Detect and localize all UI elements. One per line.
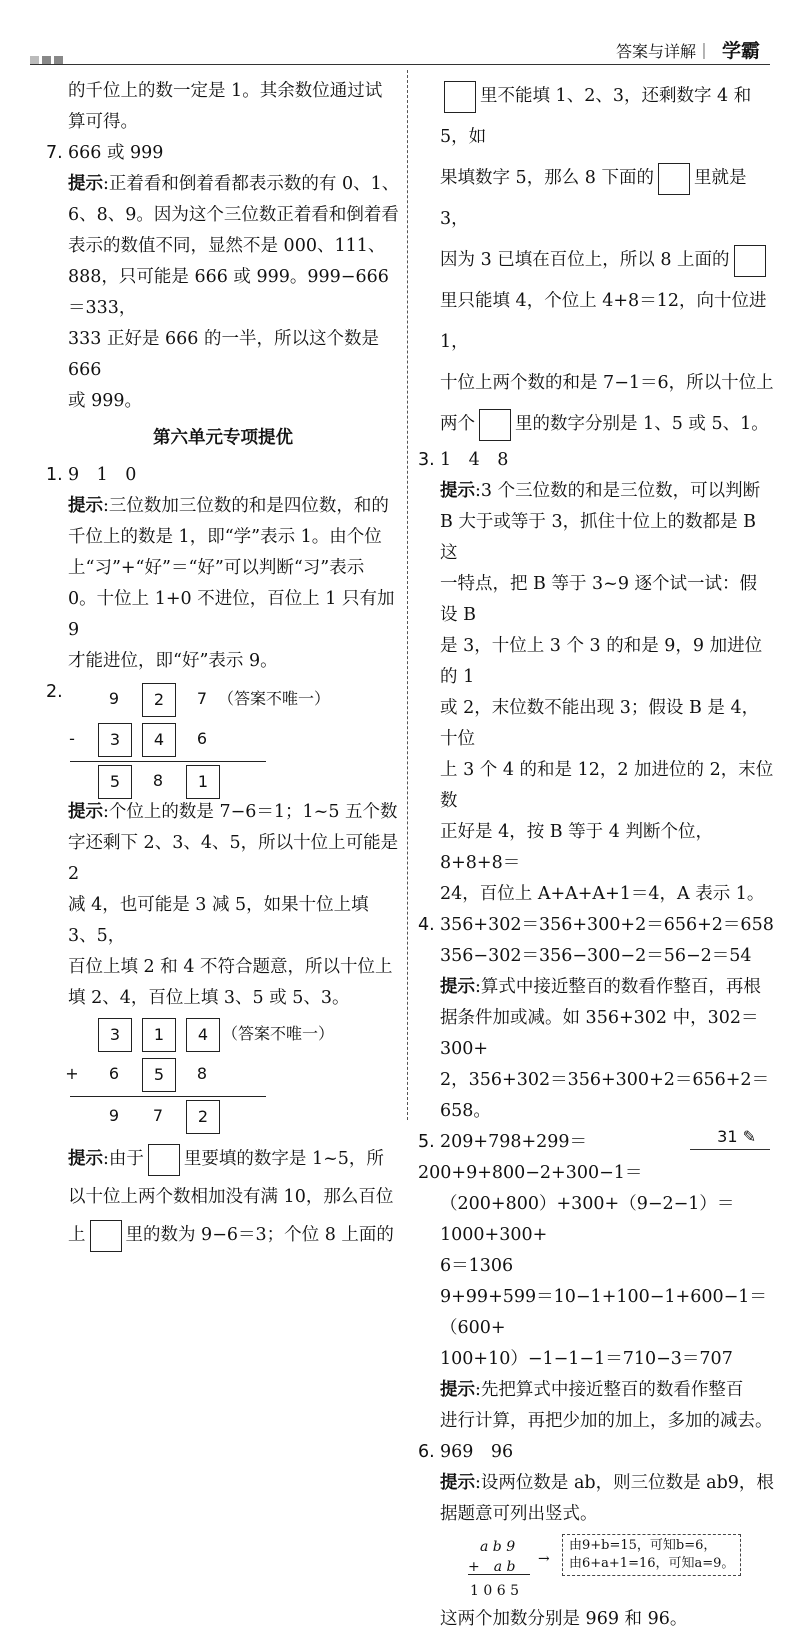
left-column xyxy=(46,76,400,1254)
hint-label: 提示 xyxy=(440,1473,475,1493)
blank-box xyxy=(148,1144,180,1176)
digit: 9 xyxy=(108,1106,120,1125)
hint-text: 6、8、9。因为这个三位数正着看和倒着看 xyxy=(68,205,399,225)
text-line: 100+10）−1−1−1＝710−3＝707 xyxy=(440,1349,733,1369)
hint-text: 正好是 4，按 B 等于 4 判断个位，8+8+8＝ xyxy=(440,822,713,873)
vertical-addition xyxy=(46,1014,400,1134)
header-decoration xyxy=(30,50,66,69)
note-line: 由9+b=15，可知b=6， xyxy=(569,1538,717,1553)
question-number: 7. xyxy=(46,143,63,163)
text-line: 以十位上两个数相加没有满 10，那么百位 xyxy=(68,1187,394,1207)
vertical-equation xyxy=(418,1530,774,1604)
digit: 8 xyxy=(152,771,164,790)
hint-text: :3 个三位数的和是三位数，可以判断 xyxy=(475,481,761,501)
equation-line: a b 9 xyxy=(480,1539,516,1555)
hint-line xyxy=(440,879,774,910)
hint-text: 百位上填 2 和 4 不符合题意，所以十位上 xyxy=(68,957,393,977)
hint-text: 2，356+302＝356+300+2＝656+2＝658。 xyxy=(440,1070,770,1121)
sum-line xyxy=(468,1574,530,1575)
hint-text: 888，只可能是 666 或 999。999−666＝333， xyxy=(68,267,389,318)
text: 里就是 3， xyxy=(440,168,747,229)
answer: 1 4 8 xyxy=(440,450,509,470)
hint-line xyxy=(440,1065,774,1127)
hint-label: 提示 xyxy=(68,1149,103,1169)
hint-line xyxy=(68,797,400,828)
hint-line xyxy=(68,584,400,646)
hint-line xyxy=(440,631,774,693)
hint-line xyxy=(440,1468,774,1499)
hint-text: :算式中接近整百的数看作整百，再根 xyxy=(475,977,761,997)
hint-line xyxy=(68,553,400,584)
hint-text: 进行计算，再把少加的加上，多加的减去。 xyxy=(440,1411,773,1431)
blank-box xyxy=(90,1220,122,1252)
hint-label: 提示 xyxy=(68,496,103,516)
hint-label: 提示 xyxy=(440,481,475,501)
digit: 7 xyxy=(152,1106,164,1125)
answer: 969 96 xyxy=(440,1442,514,1462)
hint-line xyxy=(440,476,774,507)
text-line: 9+99+599＝10−1+100−1+600−1＝（600+ xyxy=(440,1287,767,1338)
text: 果填数字 5，那么 8 下面的 xyxy=(440,168,654,188)
hint-block xyxy=(418,1468,774,1530)
text-line: 算可得。 xyxy=(68,112,138,132)
digit-box: 1 xyxy=(186,765,220,799)
question-number: 3. xyxy=(418,450,435,470)
hint-line xyxy=(440,1406,774,1437)
hint-line xyxy=(440,1375,774,1406)
hint-line xyxy=(68,522,400,553)
digit-box: 3 xyxy=(98,1018,132,1052)
hint-text: 上“习”+“好”＝“好”可以判断“习”表示 xyxy=(68,558,365,578)
hint-text: 填 2、4，百位上填 3、5 或 5、3。 xyxy=(68,988,350,1008)
question-number: 2. xyxy=(46,682,63,702)
hint-text: 减 4，也可能是 3 减 5，如果十位上填 3、5， xyxy=(68,895,369,946)
page-number: 31 ✎ xyxy=(717,1127,756,1146)
hint-text: :先把算式中接近整百的数看作整百 xyxy=(475,1380,744,1400)
hint-text: 才能进位，即“好”表示 9。 xyxy=(68,651,278,671)
hint-line xyxy=(440,1003,774,1065)
hint-continuation xyxy=(418,76,774,445)
text: 因为 3 已填在百位上，所以 8 上面的 xyxy=(440,250,730,270)
hint-line xyxy=(68,262,400,324)
hint-text: 千位上的数是 1，即“学”表示 1。由个位 xyxy=(68,527,382,547)
question-number: 1. xyxy=(46,465,63,485)
hint-text: 是 3，十位上 3 个 3 的和是 9，9 加进位的 1 xyxy=(440,636,763,687)
hint-line xyxy=(440,755,774,817)
hint-block xyxy=(46,797,400,1014)
hint-text: 据题意可列出竖式。 xyxy=(440,1504,598,1524)
digit-box: 4 xyxy=(186,1018,220,1052)
digit-box: 2 xyxy=(142,683,176,717)
page-number-text: 31 xyxy=(717,1127,738,1146)
hint-text: 或 2，末位数不能出现 3；假设 B 是 4，十位 xyxy=(440,698,760,749)
question-number: 5. xyxy=(418,1132,435,1152)
hint-text: 333 正好是 666 的一半，所以这个数是 666 xyxy=(68,329,379,380)
hint-label: 提示 xyxy=(68,174,103,194)
hint-line xyxy=(68,169,400,200)
section-name: 答案与详解 xyxy=(615,42,696,61)
hint-line xyxy=(68,952,400,983)
hint-line xyxy=(440,1499,774,1530)
hint-line xyxy=(68,324,400,386)
blank-box xyxy=(658,163,690,195)
answer: 9 1 0 xyxy=(68,465,137,485)
vertical-subtraction xyxy=(46,677,400,797)
header-title: 答案与详解｜ 学霸 xyxy=(615,40,760,62)
digit-box: 5 xyxy=(98,765,132,799)
hint-line xyxy=(68,890,400,952)
text: 两个 xyxy=(440,414,475,434)
hint-block xyxy=(418,1375,774,1437)
operator: + xyxy=(65,1064,79,1083)
hint-block xyxy=(46,491,400,677)
hint-line xyxy=(68,491,400,522)
note-line: 由6+a+1=16，可知a=9。 xyxy=(569,1556,735,1571)
question-number: 6. xyxy=(418,1442,435,1462)
text: :由于 xyxy=(103,1149,144,1169)
note: （答案不唯一） xyxy=(218,689,331,708)
hint-line xyxy=(440,972,774,1003)
equation-line: + a b xyxy=(468,1559,516,1575)
text-line: 6＝1306 xyxy=(440,1256,514,1276)
text: 里的数为 9−6＝3；个位 8 上面的 xyxy=(125,1225,394,1245)
hint-label: 提示 xyxy=(68,802,103,822)
hint-block xyxy=(46,1140,400,1254)
equation-line: 1 0 6 5 xyxy=(470,1583,519,1599)
sum-line xyxy=(70,761,266,762)
text: 里要填的数字是 1~5，所 xyxy=(183,1149,384,1169)
hint-line xyxy=(440,507,774,569)
explanation-box xyxy=(562,1534,741,1576)
text-line: 的千位上的数一定是 1。其余数位通过试 xyxy=(68,81,383,101)
digit-box: 4 xyxy=(142,723,176,757)
blank-box xyxy=(479,409,511,441)
text-line: 里只能填 4，个位上 4+8＝12，向十位进 1， xyxy=(440,291,767,352)
hint-line xyxy=(68,231,400,262)
question-number: 4. xyxy=(418,915,435,935)
hint-block xyxy=(418,476,774,910)
text: 上 xyxy=(68,1225,86,1245)
hint-text: 0。十位上 1+0 不进位，百位上 1 只有加 9 xyxy=(68,589,395,640)
digit: 6 xyxy=(196,729,208,748)
hint-text: :个位上的数是 7−6＝1；1~5 五个数 xyxy=(103,802,398,822)
hint-line xyxy=(68,983,400,1014)
answer: 209+798+299＝200+9+800−2+300−1＝ xyxy=(418,1132,643,1183)
hint-line xyxy=(68,386,400,417)
hint-text: 上 3 个 4 的和是 12，2 加进位的 2，末位数 xyxy=(440,760,774,811)
text-line: （200+800）+300+（9−2−1）＝1000+300+ xyxy=(440,1194,735,1245)
text-line: 十位上两个数的和是 7−1＝6，所以十位上 xyxy=(440,373,774,393)
blank-box xyxy=(444,81,476,113)
digit: 8 xyxy=(196,1064,208,1083)
digit: 7 xyxy=(196,689,208,708)
hint-text: 表示的数值不同，显然不是 000、111、 xyxy=(68,236,386,256)
right-column xyxy=(418,76,774,1635)
operator: - xyxy=(69,729,75,748)
digit-box: 2 xyxy=(186,1100,220,1134)
text-line: 这两个加数分别是 969 和 96。 xyxy=(440,1609,688,1629)
hint-line xyxy=(68,828,400,890)
hint-text: :设两位数是 ab，则三位数是 ab9，根 xyxy=(475,1473,774,1493)
hint-line xyxy=(68,646,400,677)
footer-rule xyxy=(690,1149,770,1150)
text-line: 356−302＝356−300−2＝56−2＝54 xyxy=(440,946,752,966)
hint-text: B 大于或等于 3，抓住十位上的数都是 B 这 xyxy=(440,512,757,563)
hint-line xyxy=(440,817,774,879)
digit: 9 xyxy=(108,689,120,708)
answer: 356+302＝356+300+2＝656+2＝658 xyxy=(440,915,774,935)
digit-box: 1 xyxy=(142,1018,176,1052)
hint-block xyxy=(418,972,774,1127)
text: 里不能填 1、2、3，还剩数字 4 和 5，如 xyxy=(440,86,752,147)
arrow-icon: → xyxy=(538,1551,550,1567)
hint-line xyxy=(440,569,774,631)
sum-line xyxy=(70,1096,266,1097)
hint-label: 提示 xyxy=(440,977,475,997)
text: 里的数字分别是 1、5 或 5、1。 xyxy=(515,414,769,434)
hint-text: 24，百位上 A+A+A+1＝4，A 表示 1。 xyxy=(440,884,765,904)
hint-line xyxy=(440,693,774,755)
section-title: 第六单元专项提优 xyxy=(153,428,293,448)
hint-text: 字还剩下 2、3、4、5，所以十位上可能是 2 xyxy=(68,833,399,884)
hint-label: 提示 xyxy=(440,1380,475,1400)
hint-text: :正着看和倒着看都表示数的有 0、1、 xyxy=(103,174,400,194)
digit: 6 xyxy=(108,1064,120,1083)
blank-box xyxy=(734,245,766,277)
hint-text: 据条件加或减。如 356+302 中，302＝300+ xyxy=(440,1008,759,1059)
column-divider xyxy=(407,70,408,1120)
hint-text: :三位数加三位数的和是四位数，和的 xyxy=(103,496,389,516)
brand-logo: 学霸 xyxy=(721,40,760,62)
note: （答案不唯一） xyxy=(222,1024,335,1043)
header-rule xyxy=(30,64,770,65)
answer: 666 或 999 xyxy=(68,143,164,163)
digit-box: 5 xyxy=(142,1058,176,1092)
hint-text: 或 999。 xyxy=(68,391,142,411)
hint-line xyxy=(68,200,400,231)
hint-text: 一特点，把 B 等于 3~9 逐个试一试：假设 B xyxy=(440,574,758,625)
digit-box: 3 xyxy=(98,723,132,757)
hint-block xyxy=(46,169,400,417)
